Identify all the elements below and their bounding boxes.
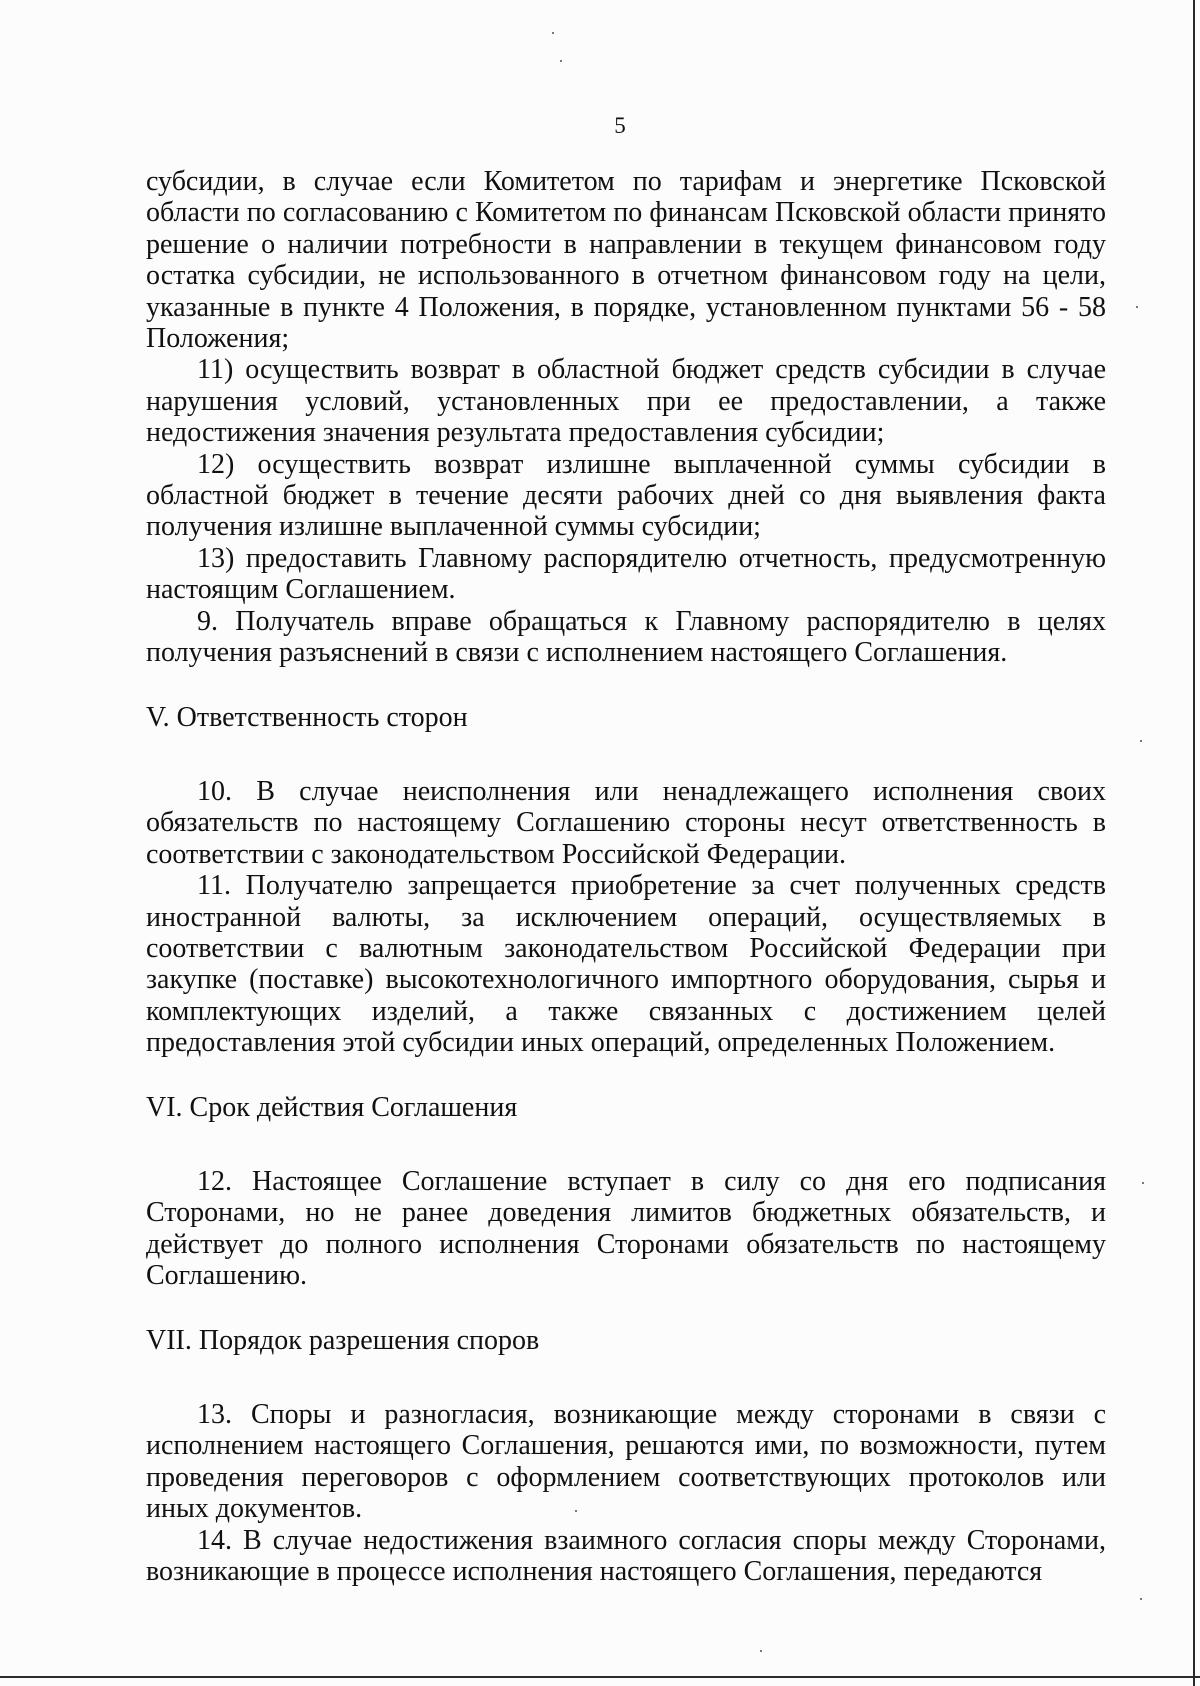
page-border-right — [1193, 0, 1195, 1686]
section-heading-vii: VII. Порядок разрешения споров — [146, 1324, 540, 1356]
page-number: 5 — [614, 113, 626, 138]
paragraph-clause-14: 14. В случае недостижения взаимного согласия споры между Сторонами, возникающие в процессе исполнения настоящего Соглашения, передаются — [146, 1524, 1106, 1588]
section-heading-v: V. Ответственность сторон — [146, 701, 468, 733]
paragraph-clause-12: 12. Настоящее Соглашение вступает в силу со дня его подписания Сторонами, но не ранее доведения лимитов бюджетных обязательств, и действует до полного исполнения Сторонами обязательств по настоящему Соглашению. — [146, 1165, 1106, 1292]
paragraph-clause-9: 9. Получатель вправе обращаться к Главному распорядителю в целях получения разъяснений в связи с исполнением настоящего Соглашения. — [146, 605, 1106, 669]
paragraph-item-12: 12) осуществить возврат излишне выплаченной суммы субсидии в областной бюджет в течение десяти рабочих дней со дня выявления факта получения излишне выплаченной суммы субсидии; — [146, 448, 1106, 543]
paragraph-clause-11: 11. Получателю запрещается приобретение за счет полученных средств иностранной валюты, за исключением операций, осуществляемых в соответствии с валютным законодательством Российской Федерации при закупке (поставке) высокотехнологичного импортного оборудования, сырья и комплектующих изделий, а также связанных с достижением целей предоставления этой субсидии иных операций, определенных Положением. — [146, 870, 1106, 1059]
paragraph-clause-10: 10. В случае неисполнения или ненадлежащего исполнения своих обязательств по настоящему Соглашению стороны несут ответственность в соответствии с законодательством Российской Федерации. — [146, 775, 1106, 870]
paragraph-clause-13: 13. Споры и разногласия, возникающие между сторонами в связи с исполнением настоящего Соглашения, решаются ими, по возможности, путем проведения переговоров с оформлением соответствующих протоколов или иных документов. — [146, 1399, 1106, 1525]
page-border-bottom — [0, 1676, 1200, 1678]
document-body — [146, 166, 1106, 1587]
paragraph-item-11: 11) осуществить возврат в областной бюджет средств субсидии в случае нарушения условий, установленных при ее предоставлении, а также недостижения значения результата предоставления субсидии; — [146, 354, 1106, 449]
paragraph-subsidy-continuation: субсидии, в случае если Комитетом по тарифам и энергетике Псковской области по согласованию с Комитетом по финансам Псковской области принято решение о наличии потребности в направлении в текущем финансовом году остатка субсидии, не использованного в отчетном финансовом году на цели, указанные в пункте 4 Положения, в порядке, установленном пунктами 56 - 58 Положения; — [146, 166, 1106, 355]
paragraph-item-13: 13) предоставить Главному распорядителю отчетность, предусмотренную настоящим Соглашением. — [146, 542, 1106, 606]
section-heading-vi: VI. Срок действия Соглашения — [146, 1091, 518, 1123]
